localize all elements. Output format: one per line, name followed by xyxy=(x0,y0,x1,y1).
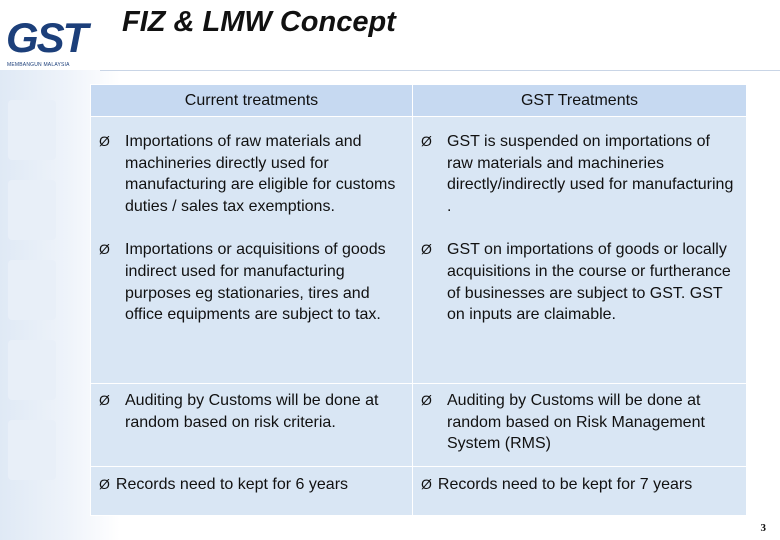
table-row xyxy=(91,117,747,384)
list-item xyxy=(413,474,746,496)
bullet-text: GST is suspended on importations of raw materials and machineries directly/indirectly used for manufacturing . xyxy=(447,133,734,215)
page-number: 3 xyxy=(760,522,766,534)
logo-tagline: MEMBANGUN MALAYSIA xyxy=(7,62,70,68)
logo-text: GST xyxy=(6,14,87,61)
list-item xyxy=(413,131,746,217)
bullet-text: Records need to be kept for 7 years xyxy=(437,476,693,493)
arrow-bullet-icon: Ø xyxy=(99,476,110,492)
table-header-row xyxy=(91,85,747,117)
gst-cell xyxy=(413,467,747,516)
slide-title: FIZ & LMW Concept xyxy=(122,6,396,38)
table-row xyxy=(91,467,747,516)
gst-logo xyxy=(4,2,100,72)
list-item xyxy=(91,390,412,433)
current-cell xyxy=(91,117,413,384)
table-row xyxy=(91,384,747,467)
list-item xyxy=(91,131,412,217)
bullet-text: Auditing by Customs will be done at random based on risk criteria. xyxy=(125,392,379,431)
arrow-bullet-icon: Ø xyxy=(99,241,110,258)
arrow-bullet-icon: Ø xyxy=(421,392,432,408)
list-item xyxy=(91,474,412,496)
header-gst-treatments: GST Treatments xyxy=(413,85,747,117)
list-item xyxy=(413,390,746,455)
bullet-text: Importations or acquisitions of goods indirect used for manufacturing purposes eg stationaries, tires and office equipments are subject to tax. xyxy=(125,241,386,324)
header-current-treatments: Current treatments xyxy=(91,85,413,117)
gst-cell xyxy=(413,384,747,467)
gst-cell xyxy=(413,117,747,384)
list-item xyxy=(413,239,746,325)
arrow-bullet-icon: Ø xyxy=(99,133,110,149)
current-cell xyxy=(91,467,413,516)
title-divider xyxy=(100,70,780,71)
bullet-text: Importations of raw materials and machineries directly used for manufacturing are eligible for customs duties / sales tax exemptions. xyxy=(125,133,396,215)
arrow-bullet-icon: Ø xyxy=(421,476,432,492)
bullet-text: Records need to kept for 6 years xyxy=(115,476,349,493)
bullet-text: GST on importations of goods or locally acquisitions in the course or furtherance of businesses are subject to GST. GST on inputs are claimable. xyxy=(447,241,731,324)
arrow-bullet-icon: Ø xyxy=(421,241,432,258)
list-item xyxy=(91,239,412,325)
current-cell xyxy=(91,384,413,467)
bullet-text: Auditing by Customs will be done at random based on Risk Management System (RMS) xyxy=(447,392,705,453)
arrow-bullet-icon: Ø xyxy=(421,133,432,149)
arrow-bullet-icon: Ø xyxy=(99,392,110,408)
comparison-table xyxy=(90,84,747,516)
